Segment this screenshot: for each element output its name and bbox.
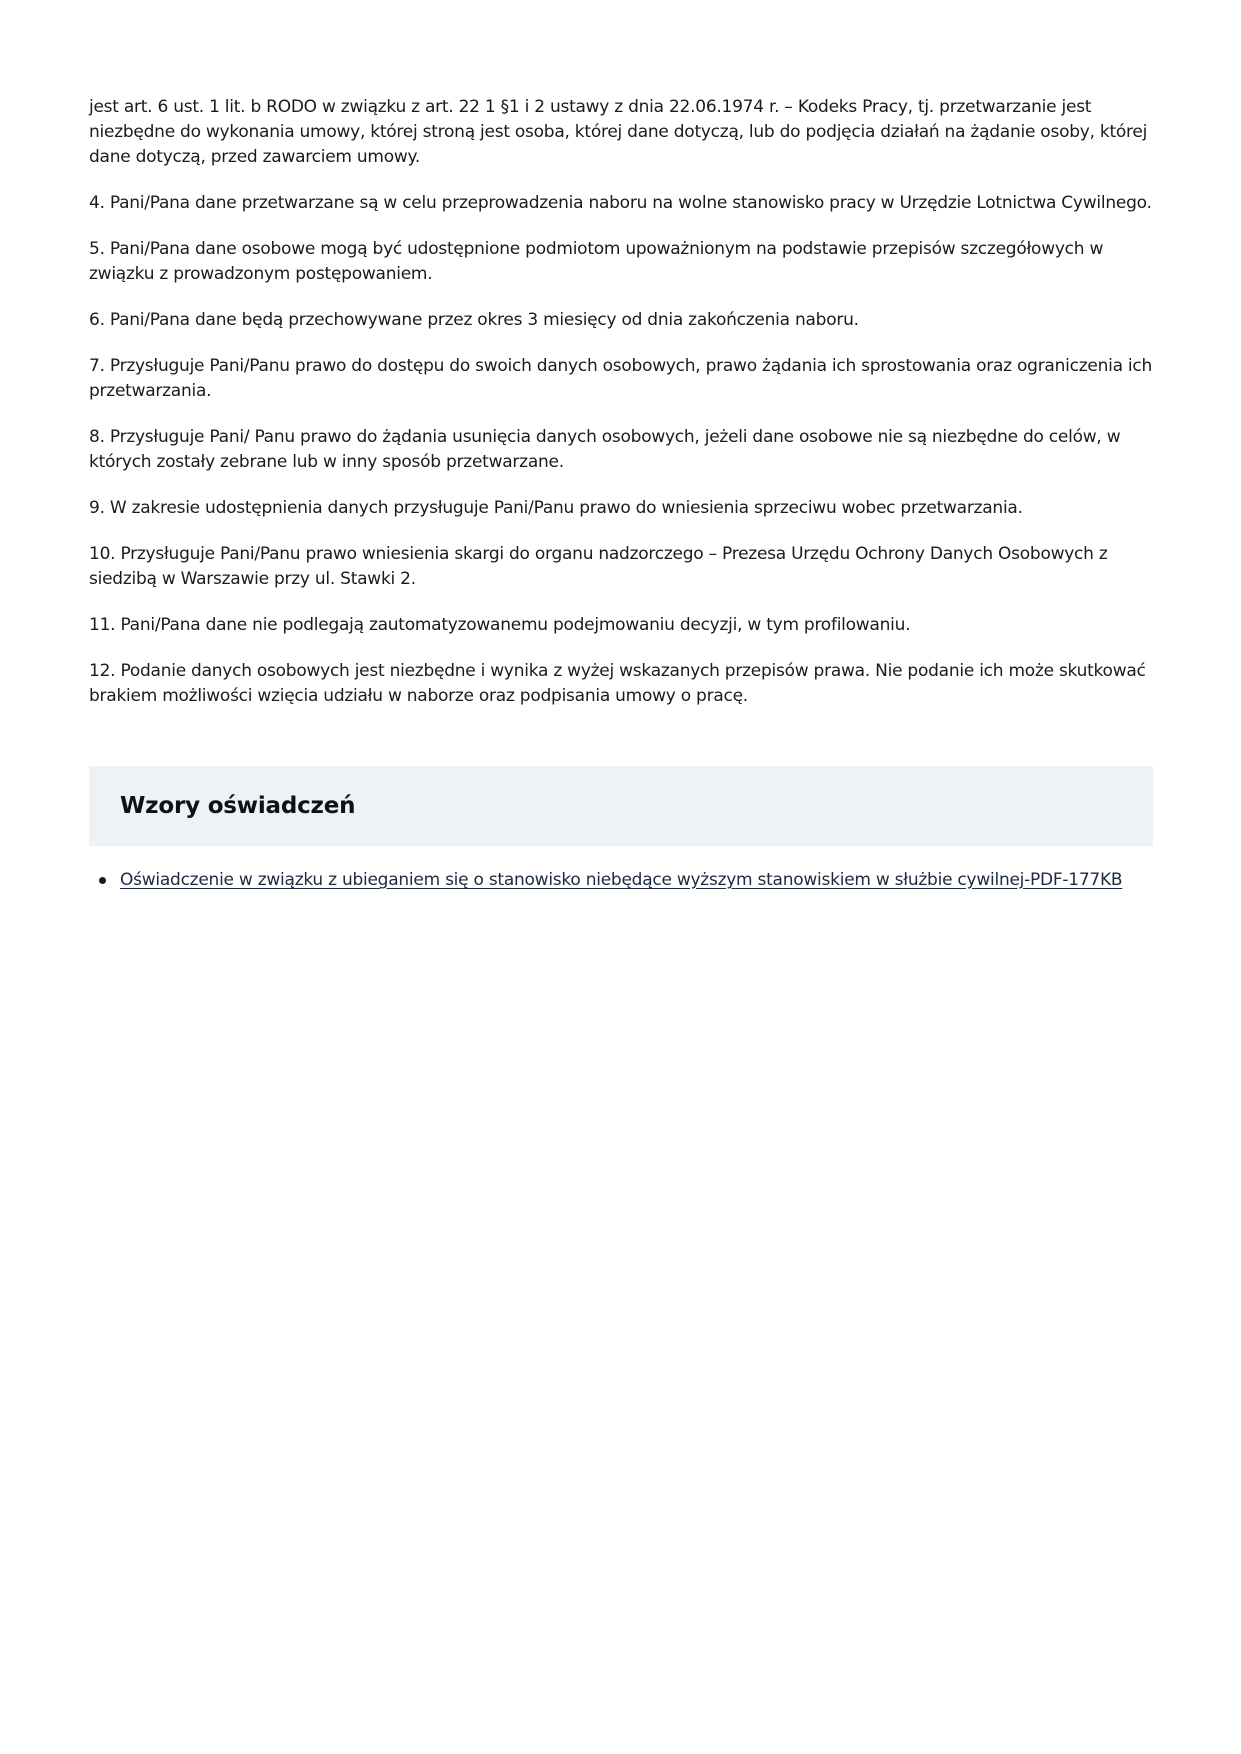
paragraph-9: 9. W zakresie udostępnienia danych przysługuje Pani/Panu prawo do wniesienia sprzeciwu wobec przetwarzania. (89, 498, 1023, 518)
section-title: Wzory oświadczeń (120, 793, 356, 819)
list-item (89, 868, 1153, 893)
paragraph-10: 10. Przysługuje Pani/Panu prawo wniesienia skargi do organu nadzorczego – Prezesa Urzędu Ochrony Danych Osobowych z siedzibą w Warszawie przy ul. Stawki 2. (89, 544, 1108, 589)
paragraph-4: 4. Pani/Pana dane przetwarzane są w celu przeprowadzenia naboru na wolne stanowisko pracy w Urzędzie Lotnictwa Cywilnego. (89, 193, 1152, 213)
paragraph-12: 12. Podanie danych osobowych jest niezbędne i wynika z wyżej wskazanych przepisów prawa. Nie podanie ich może skutkować brakiem możliwości wzięcia udziału w naborze oraz podpisania umowy o pracę. (89, 661, 1146, 706)
paragraph-7: 7. Przysługuje Pani/Panu prawo do dostępu do swoich danych osobowych, prawo żądania ich sprostowania oraz ograniczenia ich przetwarzania. (89, 356, 1152, 401)
document-content (89, 95, 1153, 893)
paragraph-8: 8. Przysługuje Pani/ Panu prawo do żądania usunięcia danych osobowych, jeżeli dane osobowe nie są niezbędne do celów, w których zostały zebrane lub w inny sposób przetwarzane. (89, 427, 1121, 472)
paragraph-6: 6. Pani/Pana dane będą przechowywane przez okres 3 miesięcy od dnia zakończenia naboru. (89, 310, 859, 330)
bullet-icon (99, 877, 106, 884)
section-header-box (89, 766, 1153, 846)
paragraph-5: 5. Pani/Pana dane osobowe mogą być udostępnione podmiotom upoważnionym na podstawie przepisów szczegółowych w związku z prowadzonym postępowaniem. (89, 239, 1104, 284)
document-download-link[interactable]: Oświadczenie w związku z ubieganiem się o stanowisko niebędące wyższym stanowiskiem w służbie cywilnej-PDF-177KB (120, 870, 1123, 890)
document-list (89, 868, 1153, 893)
paragraph-legal-basis: jest art. 6 ust. 1 lit. b RODO w związku z art. 22 1 §1 i 2 ustawy z dnia 22.06.1974 r. – Kodeks Pracy, tj. przetwarzanie jest niezbędne do wykonania umowy, której stroną jest osoba, której dane dotyczą, lub do podjęcia działań na żądanie osoby, której dane dotyczą, przed zawarciem umowy. (89, 97, 1148, 167)
paragraph-11: 11. Pani/Pana dane nie podlegają zautomatyzowanemu podejmowaniu decyzji, w tym profilowaniu. (89, 615, 911, 635)
